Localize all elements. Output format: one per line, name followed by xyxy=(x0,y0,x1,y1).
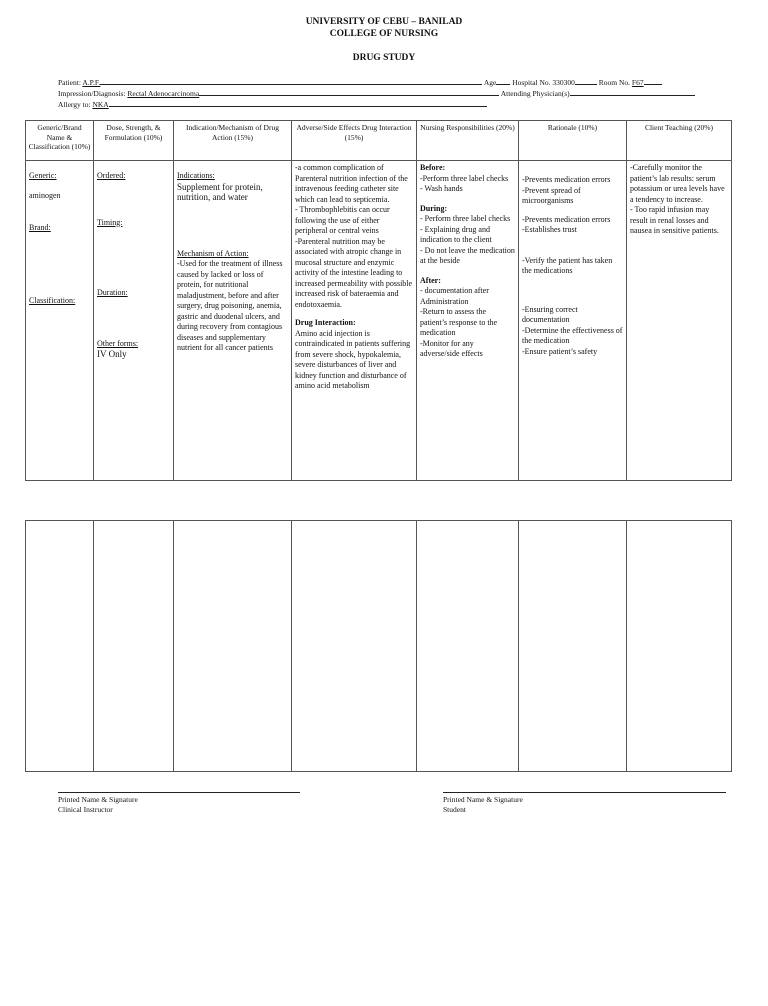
column-header: Nursing Responsibilities (20%) xyxy=(417,121,519,161)
blank-cell[interactable] xyxy=(627,521,732,772)
rationale-item: -Determine the effectiveness of the medication xyxy=(522,325,623,345)
student-signature-label xyxy=(443,795,523,814)
timing-label: Timing: xyxy=(97,217,123,227)
hospital-no-label: Hospital No. xyxy=(512,78,551,87)
classification-label: Classification: xyxy=(29,295,76,305)
effect-item: -Parenteral nutrition may be associated with atropic change in mucosal structure and enzymic activity of the intestine leading to increased permeability with possible increased risk of bateraemia and endotoxaemia. xyxy=(295,236,413,309)
rationale-item: -Ensure patient’s safety xyxy=(522,346,598,356)
indications-label: Indications: xyxy=(177,171,215,180)
other-forms-value: IV Only xyxy=(97,349,127,359)
other-forms-label: Other forms: xyxy=(97,338,139,348)
column-header: Indication/Mechanism of Drug Action (15%) xyxy=(174,121,292,161)
instructor-signature-label xyxy=(58,795,138,814)
indications-text: Supplement for protein, nutrition, and water xyxy=(177,181,263,202)
after-item: -Return to assess the patient’s response to the medication xyxy=(420,307,498,337)
column-header: Adverse/Side Effects Drug Interaction (15%) xyxy=(292,121,417,161)
student-signature-line xyxy=(443,792,726,793)
dose-cell xyxy=(94,161,174,481)
patient-label: Patient: xyxy=(58,78,81,87)
during-item: - Perform three label checks xyxy=(420,214,511,223)
during-label: During: xyxy=(420,203,448,213)
room-no-label: Room No. xyxy=(598,78,631,87)
document-title: DRUG STUDY xyxy=(352,53,416,63)
nursing-responsibilities-cell xyxy=(417,161,519,481)
after-label: After: xyxy=(420,275,441,285)
blank-cell[interactable] xyxy=(519,521,627,772)
instructor-signature-line xyxy=(58,792,300,793)
after-item: -Monitor for any adverse/side effects xyxy=(420,338,483,358)
before-label: Before: xyxy=(420,163,446,172)
impression-value: Rectal Adenocarcinoma xyxy=(127,89,200,98)
blank-table xyxy=(25,520,732,772)
allergy-row xyxy=(58,98,487,110)
blank-cell[interactable] xyxy=(94,521,174,772)
hospital-no-value: 330300 xyxy=(552,78,575,87)
university-name: UNIVERSITY OF CEBU – BANILAD xyxy=(305,17,463,27)
ordered-label: Ordered: xyxy=(97,171,126,180)
generic-value: aminogen xyxy=(29,190,61,200)
adverse-effects-cell xyxy=(292,161,417,481)
attending-label: Attending Physician(s) xyxy=(500,89,570,98)
table-row xyxy=(26,161,732,481)
rationale-item: -Ensuring correct documentation xyxy=(522,304,578,324)
student-role: Student xyxy=(443,804,466,814)
rationale-item: -Prevent spread of microorganisms xyxy=(522,185,581,205)
column-header: Rationale (10%) xyxy=(519,121,627,161)
blank-cell[interactable] xyxy=(174,521,292,772)
before-item: -Perform three label checks xyxy=(420,173,509,183)
blank-cell[interactable] xyxy=(26,521,94,772)
before-item: - Wash hands xyxy=(420,184,463,193)
blank-cell[interactable] xyxy=(417,521,519,772)
brand-label: Brand: xyxy=(29,223,51,232)
duration-label: Duration: xyxy=(97,288,128,297)
rationale-item: -Verify the patient has taken the medications xyxy=(522,255,613,275)
allergy-value: NKA xyxy=(92,100,109,109)
effect-item: - Thrombophlebitis can occur following the use of either peripheral or central veins xyxy=(295,205,390,235)
rationale-item: -Establishes trust xyxy=(522,225,577,234)
allergy-label: Allergy to: xyxy=(58,100,91,109)
teaching-item: - Too rapid infusion may result in renal losses and nausea in sensitive patients. xyxy=(630,205,719,235)
drug-study-table xyxy=(25,120,732,481)
impression-label: Impression/Diagnosis: xyxy=(58,89,126,98)
college-name: COLLEGE OF NURSING xyxy=(329,29,439,39)
mechanism-label: Mechanism of Action: xyxy=(177,248,249,258)
indication-cell xyxy=(174,161,292,481)
rationale-item: -Prevents medication errors xyxy=(522,214,611,224)
rationale-cell xyxy=(519,161,627,481)
instructor-printed-name: Printed Name & Signature xyxy=(58,795,138,804)
table-header-row xyxy=(26,121,732,161)
during-item: - Explaining drug and indication to the client xyxy=(420,224,492,244)
rationale-item: -Prevents medication errors xyxy=(522,175,611,184)
effect-item: -a common complication of Parenteral nutrition infection of the intravenous feeding catheter site which can lead to septicemia. xyxy=(295,163,408,204)
client-teaching-cell xyxy=(627,161,732,481)
column-header: Dose, Strength, & Formulation (10%) xyxy=(94,121,174,161)
patient-value: A.P.F. xyxy=(82,78,101,87)
blank-cell[interactable] xyxy=(292,521,417,772)
during-item: - Do not leave the medication at the beside xyxy=(420,245,515,265)
after-item: - documentation after Administration xyxy=(420,286,489,306)
column-header: Client Teaching (20%) xyxy=(627,121,732,161)
student-printed-name: Printed Name & Signature xyxy=(443,795,523,804)
room-no-value: F67 xyxy=(631,78,644,87)
mechanism-text: -Used for the treatment of illness caused by lacked or loss of protein, for nutritional maladjustment, before and after surgery, drug poisoning, anemia, gastric and duodenal ulcers, and during recovery from contagious diseases and supplementary nutrient for all cancer patients xyxy=(177,259,283,352)
generic-brand-cell xyxy=(26,161,94,481)
instructor-role: Clinical Instructor xyxy=(58,804,113,814)
generic-label: Generic: xyxy=(29,171,57,180)
teaching-item: -Carefully monitor the patient’s lab results: serum potassium or urea levels have a tendency to increase. xyxy=(630,163,725,204)
column-header: Generic/Brand Name & Classification (10%) xyxy=(26,121,94,161)
age-label: Age xyxy=(483,78,497,87)
table-row xyxy=(26,521,732,772)
drug-interaction-text: Amino acid injection is contraindicated in patients suffering from severe shock, hypokalemia, severe disturbances of liver and kidney function and disturbance of amino acid metabolism xyxy=(295,328,411,390)
drug-interaction-label: Drug Interaction: xyxy=(295,318,356,327)
